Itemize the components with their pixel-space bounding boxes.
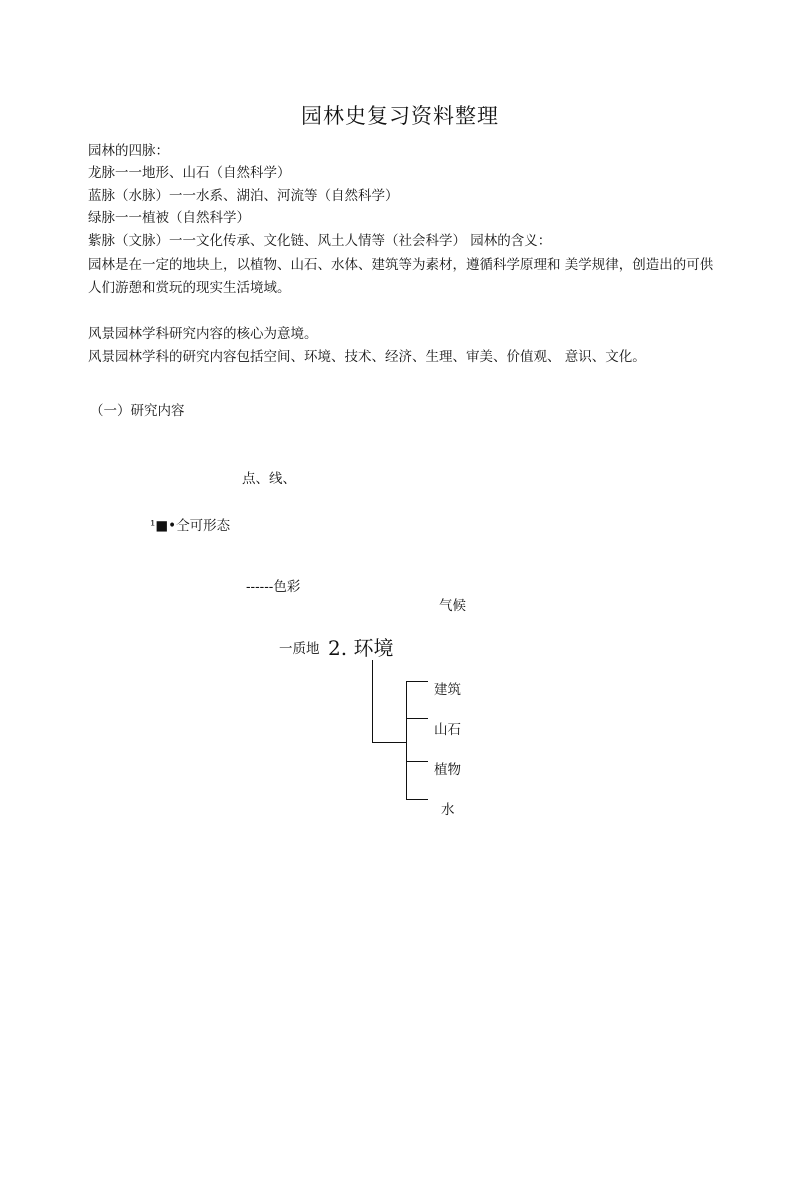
vein-line-dragon: 龙脉一一地形、山石（自然科学）: [88, 165, 291, 181]
diagram-branch-building: 建筑: [434, 682, 461, 698]
diagram-form-item: ¹■•仝可形态: [150, 518, 231, 534]
diagram-texture: 一质地: [279, 641, 320, 657]
diagram-bracket-line: [406, 681, 407, 800]
vein-line-green: 绿脉一一植被（自然科学）: [88, 210, 250, 226]
diagram-point-line: 点、线、: [242, 471, 296, 487]
diagram-color-item: ------色彩: [246, 579, 301, 595]
diagram-branch-rock: 山石: [434, 722, 461, 738]
garden-definition: 园林是在一定的地块上，以植物、山石、水体、建筑等为素材，遵循科学原理和 美学规律，创造出的可供人们游憩和赏玩的现实生活境域。: [88, 257, 714, 296]
diagram-branch-tick: [406, 718, 428, 719]
page-title: 园林史复习资料整理: [301, 104, 499, 128]
four-veins-heading: 园林的四脉：: [88, 143, 169, 159]
diagram-connector-line: [372, 742, 406, 743]
diagram-branch-tick: [406, 761, 428, 762]
diagram-environment-title: 2. 环境: [328, 636, 394, 660]
diagram-branch-tick: [406, 799, 428, 800]
diagram-trunk-line: [372, 660, 373, 743]
landscape-core-statement: 风景园林学科研究内容的核心为意境。: [88, 326, 318, 342]
diagram-branch-water: 水: [441, 802, 455, 818]
landscape-content-statement: 风景园林学科的研究内容包括空间、环境、技术、经济、生理、审美、价值观、 意识、文化。: [88, 349, 646, 365]
diagram-branch-tick: [406, 681, 428, 682]
section-heading-research-content: （一）研究内容: [90, 403, 185, 419]
vein-line-purple: 紫脉（文脉）一一文化传承、文化链、风土人情等（社会科学） 园林的含义：: [88, 233, 552, 249]
diagram-branch-plant: 植物: [434, 762, 461, 778]
diagram-climate: 气候: [439, 598, 466, 614]
vein-line-blue: 蓝脉（水脉）一一水系、湖泊、河流等（自然科学）: [88, 188, 399, 204]
